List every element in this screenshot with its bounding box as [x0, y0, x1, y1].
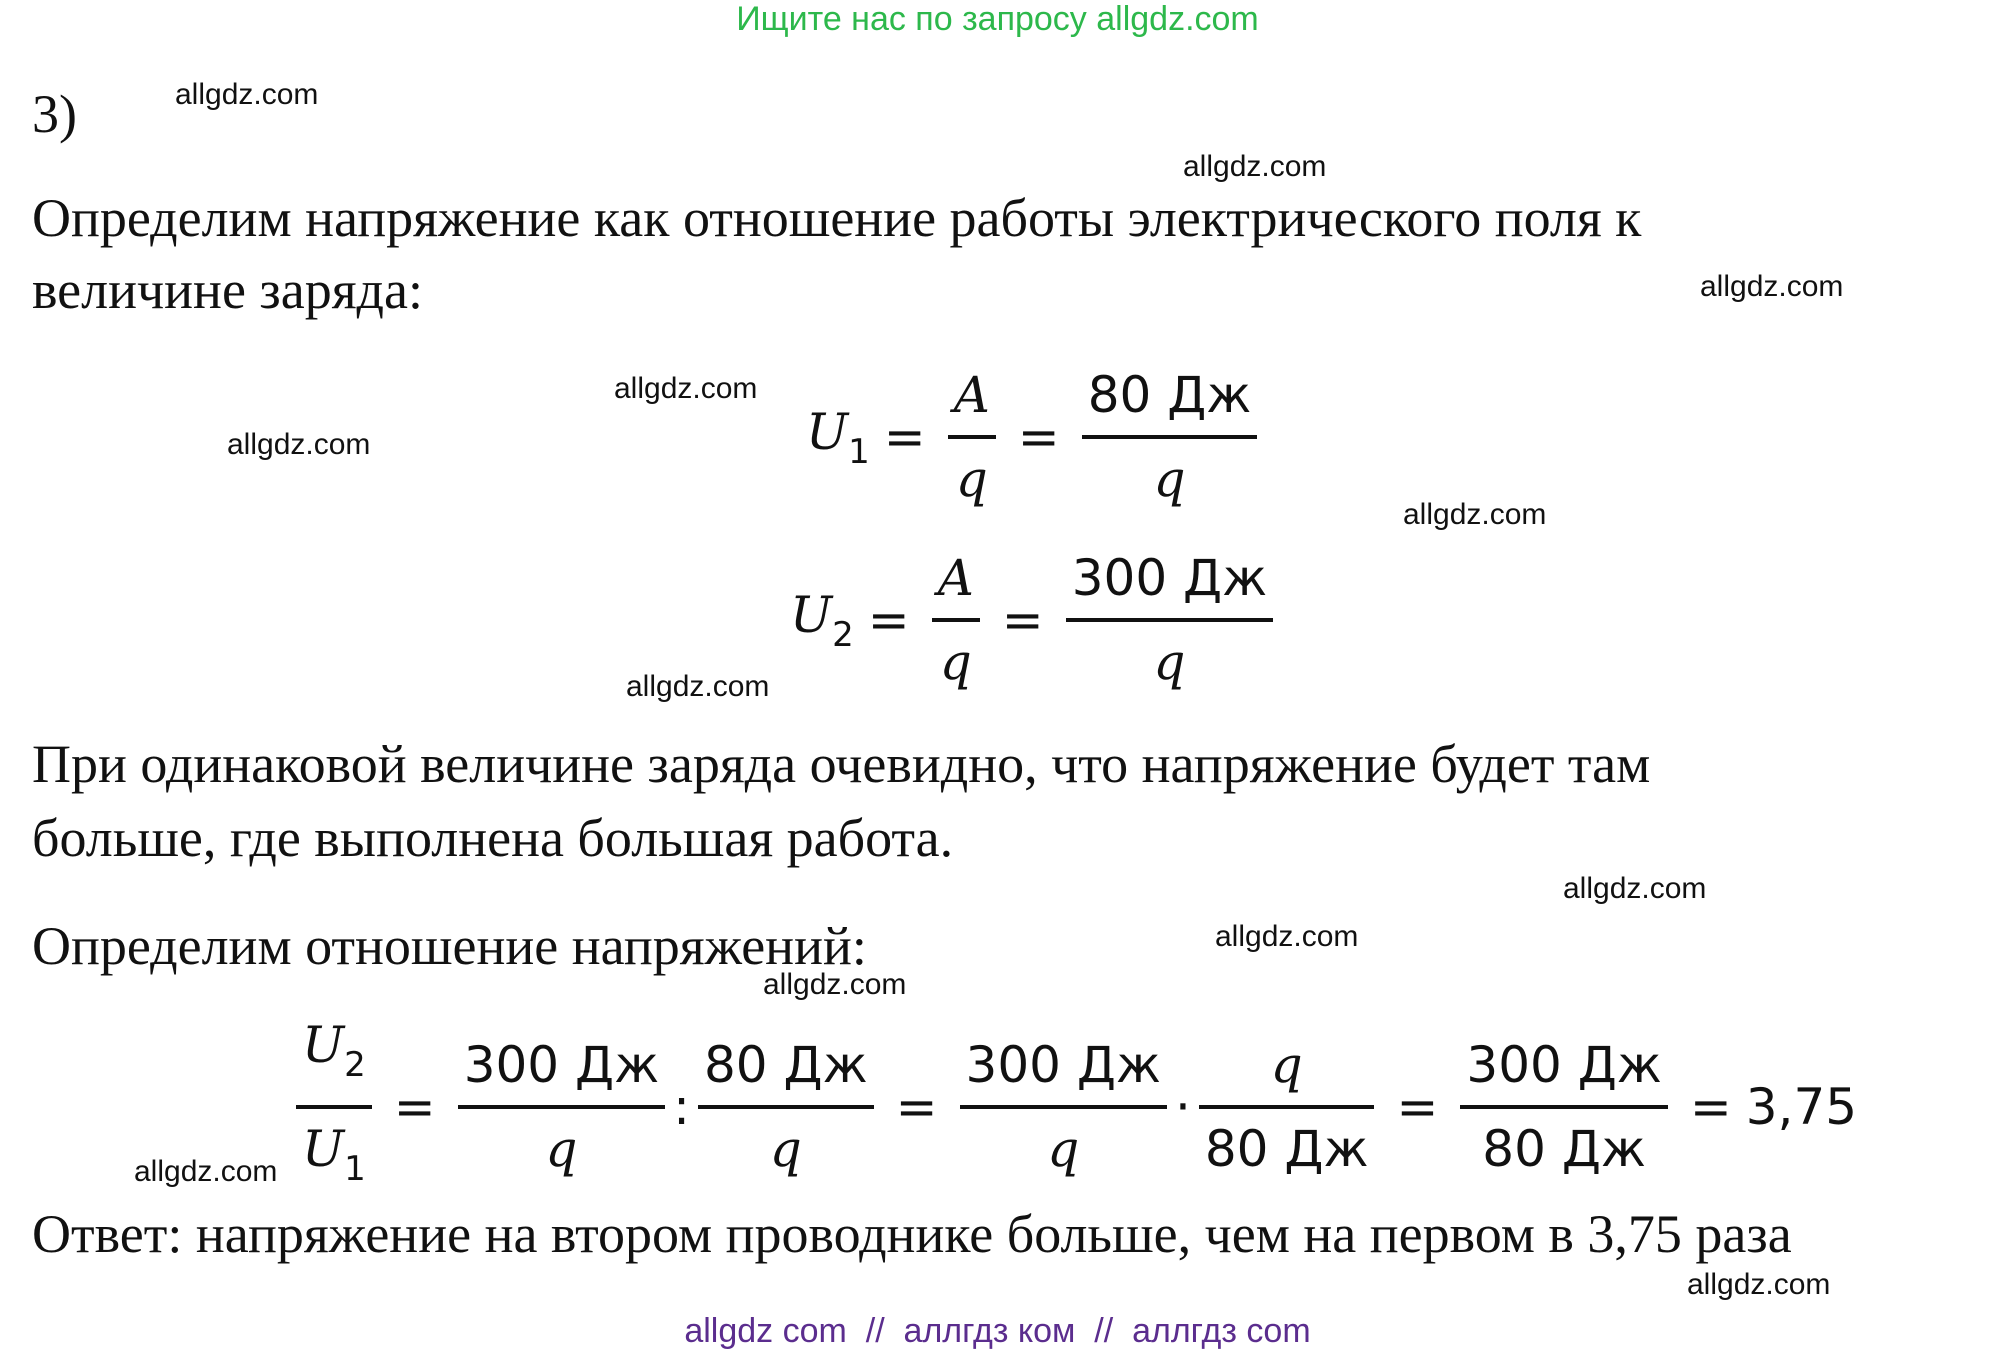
watermark: allgdz.com [1215, 920, 1359, 953]
fraction-u2-over-u1: $\frac{U_2}{U_1}$ [296, 1005, 372, 1209]
fraction-work-over-q: $\frac{300 Дж}{q}$ [1066, 538, 1273, 702]
fraction-work-over-q: $\frac{80 Дж}{q}$ [1082, 355, 1258, 519]
answer-line: Ответ: напряжение на втором проводнике больше, чем на первом в 3,75 раза [32, 1204, 1792, 1264]
watermark: allgdz.com [763, 968, 907, 1001]
equals-sign: = [867, 591, 910, 649]
item-number: 3) [32, 84, 77, 144]
watermark: allgdz.com [626, 670, 770, 703]
ratio-result: 3,75 [1745, 1078, 1858, 1136]
formula-u1 [806, 355, 1265, 519]
paragraph-2-line-1: При одинаковой величине заряда очевидно, что напряжение будет там [32, 734, 1651, 794]
watermark: allgdz.com [227, 428, 371, 461]
formula-ratio [288, 1005, 1857, 1209]
paragraph-1-line-2: величине заряда: [32, 260, 423, 320]
fraction-a-over-q: $\frac{A}{q}$ [948, 355, 996, 519]
watermark: allgdz.com [614, 372, 758, 405]
watermark: allgdz.com [175, 78, 319, 111]
paragraph-1-line-1: Определим напряжение как отношение работы электрического поля к [32, 188, 1642, 248]
paragraph-3: Определим отношение напряжений: [32, 916, 867, 976]
equals-sign: = [1396, 1078, 1439, 1136]
paragraph-2-line-2: больше, где выполнена большая работа. [32, 808, 954, 868]
multiply-dot: · [1174, 1078, 1191, 1136]
fraction-q-over-80: $\frac{q}{80 Дж}$ [1199, 1025, 1375, 1189]
division-colon: : [673, 1078, 690, 1136]
footer-links: allgdz com // аллгдз ком // аллгдз com [684, 1312, 1311, 1350]
watermark: allgdz.com [1687, 1268, 1831, 1301]
fraction-300-over-80: $\frac{300 Дж}{80 Дж}$ [1460, 1025, 1667, 1189]
fraction-300-over-q: $\frac{300 Дж}{q}$ [458, 1025, 665, 1189]
watermark: allgdz.com [1403, 498, 1547, 531]
voltage-symbol: $U_1$ [806, 402, 870, 472]
watermark: allgdz.com [1183, 150, 1327, 183]
voltage-symbol: $U_2$ [790, 585, 854, 655]
watermark: allgdz.com [1563, 872, 1707, 905]
formula-u2 [790, 538, 1281, 702]
equals-sign: = [1001, 591, 1044, 649]
watermark: allgdz.com [134, 1155, 278, 1188]
equals-sign: = [393, 1078, 436, 1136]
equals-sign: = [1689, 1078, 1732, 1136]
equals-sign: = [883, 408, 926, 466]
fraction-a-over-q: $\frac{A}{q}$ [932, 538, 980, 702]
equals-sign: = [895, 1078, 938, 1136]
fraction-300-over-q: $\frac{300 Дж}{q}$ [960, 1025, 1167, 1189]
equals-sign: = [1017, 408, 1060, 466]
search-banner: Ищите нас по запросу allgdz.com [736, 0, 1259, 38]
watermark: allgdz.com [1700, 270, 1844, 303]
fraction-80-over-q: $\frac{80 Дж}{q}$ [698, 1025, 874, 1189]
